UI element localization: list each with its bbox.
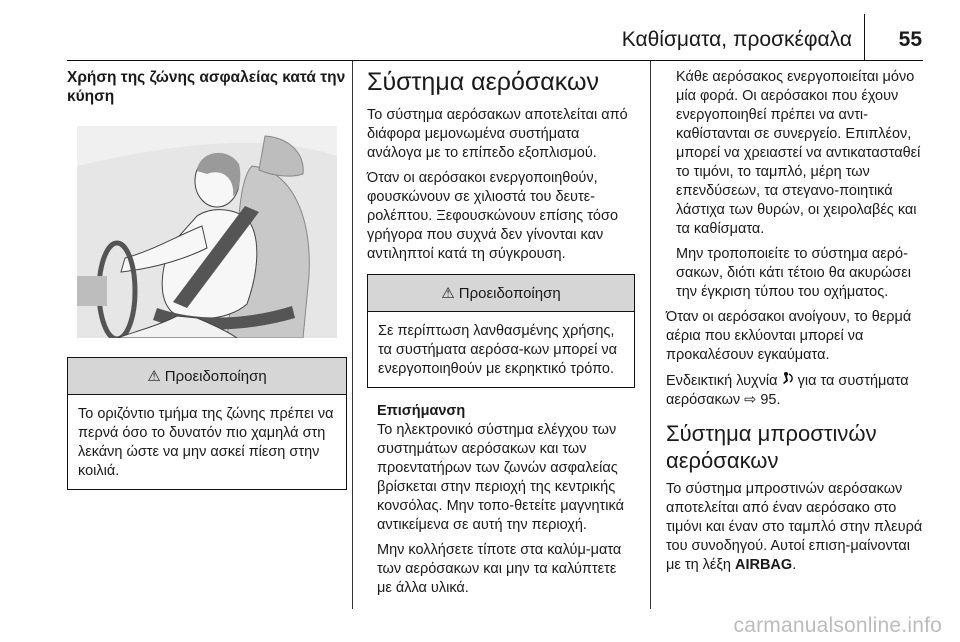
page-reference-arrow-icon: ⇨ [744,392,757,408]
warning-triangle-icon: ⚠ [441,285,455,302]
warning-text: Το οριζόντιο τμήμα της ζώνης πρέπει να περνά όσο το δυνατόν πιο χαμηλά στη λεκάνη ώστε να μην ασκεί πίεση στην κοιλιά. [78,406,334,479]
paragraph: Κάθε αερόσακος ενεργοποιείται μόνο μία φορά. Οι αερόσακοι που έχουν ενεργοποιηθεί πρέπει να αντι-καθίστανται σε συνεργείο. Επιπλέον, μπορεί να χρειαστεί να αντικατασταθεί το τιμόνι, το ταμπλό, μέρη των επενδύσεων, τα στεγανο-ποιητικά λάστιχα των θυρών, οι χειρολαβές και τα καθίσματα. [676,69,921,237]
warning-box-airbag [367,274,635,388]
airbag-indicator-icon [782,373,798,389]
section-heading-pregnancy: Χρήση της ζώνης ασφαλείας κατά την κύηση [67,69,346,105]
paragraph: Όταν οι αερόσακοι ενεργοποιηθούν, φουσκώνουν σε χιλιοστά του δευτε-ρολέπτου. Ξεφουσκώνουν επίσης τόσο γρήγορα που συχνά δεν γίνονται καν αντιληπτοί κατά τη σύγκρουση. [367,170,619,262]
paragraph-end: . [792,557,797,573]
indicator-text: Ενδεικτική λυχνία [666,373,778,389]
warning-header [368,275,634,312]
column-divider-1 [352,61,353,609]
page-header [0,0,960,60]
warning-header [68,358,346,395]
note-block [367,402,635,598]
section-heading-airbag-system: Σύστημα αερόσακων [367,68,599,96]
paragraph: Το σύστημα αερόσακων αποτελείται από διάφορα μεμονωμένα συστήματα ανάλογα με το επίπεδο εξοπλισμού. [367,107,628,161]
column-divider-2 [650,61,651,609]
column-3 [666,61,926,581]
column-2 [367,61,635,604]
column-1 [67,61,347,490]
section-heading-front-airbags: Σύστημα μπροστινών αερόσακων [666,421,877,473]
header-divider [864,14,865,60]
note-paragraph: Το ηλεκτρονικό σύστημα ελέγχου των συστημάτων αερόσακων και των προεντατήρων των ζωνών ασφαλείας βρίσκεται στην περιοχή της κεντρικής κονσόλας. Μην τοπο-θετείτε μαγνητικά αντικείμενα σε αυτή την περιοχή. [377,422,624,533]
paragraph [666,480,926,575]
pregnant-seatbelt-illustration [77,126,337,338]
page-number: 55 [898,28,922,51]
warning-box-pregnancy [67,357,347,490]
paragraph: Μην τροποποιείτε το σύστημα αερό-σακων, διότι κάτι τέτοιο θα ακυρώσει την έγκριση τύπου του οχήματος. [676,246,911,300]
watermark: carmanualsonline.info [733,614,942,637]
page-reference[interactable]: 95. [760,392,781,408]
note-title: Επισήμανση [377,403,466,419]
warning-title: Προειδοποίηση [458,284,561,302]
paragraph-indicator [666,371,926,410]
warning-triangle-icon: ⚠ [147,368,161,385]
indicator-text: για τα συστήματα αερόσακων [666,373,909,408]
paragraph: Όταν οι αερόσακοι ανοίγουν, το θερμά αέρια που εκλύονται μπορεί να προκαλέσουν εγκαύματα. [666,309,912,363]
warning-title: Προειδοποίηση [164,367,267,385]
note-paragraph: Μην κολλήσετε τίποτε στα καλύμ-ματα των αερόσακων και μην τα καλύπτετε με άλλα υλικά. [377,542,622,596]
warning-text: Σε περίπτωση λανθασμένης χρήσης, τα συστήματα αερόσα-κων μπορεί να ενεργοποιηθούν με εκρηκτικό τρόπο. [378,323,618,377]
airbag-label: AIRBAG [734,557,793,573]
indented-block [666,68,926,302]
paragraph-text: Το σύστημα μπροστινών αερόσακων αποτελείται από έναν αερόσακο στο τιμόνι και έναν στο ταμπλό στην πλευρά του συνοδηγού. Αυτοί επιση-μαίνονται με τη λέξη [666,481,923,573]
page-header-title: Καθίσματα, προσκέφαλα [621,28,852,51]
